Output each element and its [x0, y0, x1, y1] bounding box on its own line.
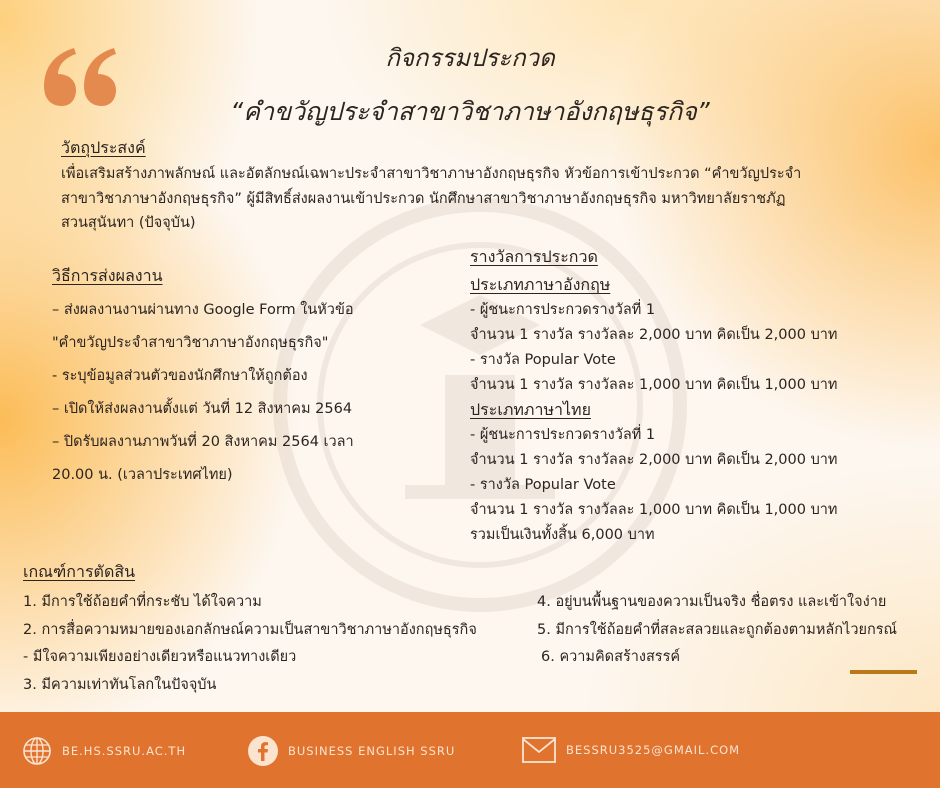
submission-line: – เปิดให้ส่งผลงานตั้งแต่ วันที่ 12 สิงหาคม 2564: [52, 401, 353, 417]
criteria-heading: เกณฑ์การตัดสิน: [23, 562, 136, 581]
footer-facebook-text: BUSINESS ENGLISH SSRU: [288, 744, 456, 758]
prize-total: รวมเป็นเงินทั้งสิ้น 6,000 บาท: [470, 527, 655, 543]
page-title: กิจกรรมประกวด: [385, 44, 555, 72]
objective-line: สาขาวิชาภาษาอังกฤษธุรกิจ” ผู้มีสิทธิ์ส่งผลงานเข้าประกวด นักศึกษาสาขาวิชาภาษาอังกฤษธุรกิจ มหาวิทยาลัยราชภัฏ: [61, 191, 786, 207]
submission-line: – ปิดรับผลงานภาพวันที่ 20 สิงหาคม 2564 เวลา: [52, 434, 354, 450]
prize-line: จำนวน 1 รางวัล รางวัลละ 1,000 บาท คิดเป็น 1,000 บาท: [470, 377, 838, 393]
criteria-item: - มีใจความเพียงอย่างเดียวหรือแนวทางเดียว: [23, 649, 297, 665]
prize-category-english: ประเภทภาษาอังกฤษ: [470, 275, 611, 294]
prize-category-thai: ประเภทภาษาไทย: [470, 400, 591, 419]
page-subtitle: “คำขวัญประจำสาขาวิชาภาษาอังกฤษธุรกิจ”: [230, 97, 710, 126]
mail-icon: [522, 736, 556, 764]
prize-line: - ผู้ชนะการประกวดรางวัลที่ 1: [470, 427, 656, 443]
prize-line: - รางวัล Popular Vote: [470, 352, 616, 368]
footer: [0, 712, 940, 788]
criteria-item: 3. มีความเท่าทันโลกในปัจจุบัน: [23, 677, 217, 693]
criteria-item: 2. การสื่อความหมายของเอกลักษณ์ความเป็นสาขาวิชาภาษาอังกฤษธุรกิจ: [23, 622, 477, 638]
prize-line: - ผู้ชนะการประกวดรางวัลที่ 1: [470, 302, 656, 318]
prizes-heading: รางวัลการประกวด: [470, 247, 598, 266]
footer-website-link[interactable]: [22, 736, 186, 766]
decorative-divider: [850, 670, 917, 674]
prize-line: จำนวน 1 รางวัล รางวัลละ 1,000 บาท คิดเป็น 1,000 บาท: [470, 502, 838, 518]
facebook-icon: [248, 736, 278, 766]
prize-line: จำนวน 1 รางวัล รางวัลละ 2,000 บาท คิดเป็น 2,000 บาท: [470, 452, 838, 468]
criteria-item: 1. มีการใช้ถ้อยคำที่กระชับ ได้ใจความ: [23, 594, 262, 610]
submission-line: – ส่งผลงานงานผ่านทาง Google Form ในหัวข้อ: [52, 302, 354, 318]
footer-facebook-link[interactable]: [248, 736, 455, 766]
submission-line: 20.00 น. (เวลาประเทศไทย): [52, 467, 233, 483]
globe-icon: [22, 736, 52, 766]
objective-line: สวนสุนันทา (ปัจจุบัน): [61, 215, 196, 231]
footer-email-link[interactable]: [522, 736, 740, 764]
criteria-item: 5. มีการใช้ถ้อยคำที่สละสลวยและถูกต้องตามหลักไวยกรณ์: [537, 622, 897, 638]
objective-heading: วัตถุประสงค์: [61, 138, 146, 157]
objective-line: เพื่อเสริมสร้างภาพลักษณ์ และอัตลักษณ์เฉพาะประจำสาขาวิชาภาษาอังกฤษธุรกิจ หัวข้อการเข้าประกวด “คำขวัญประจำ: [61, 166, 802, 182]
criteria-item: 6. ความคิดสร้างสรรค์: [541, 649, 681, 665]
prize-line: จำนวน 1 รางวัล รางวัลละ 2,000 บาท คิดเป็น 2,000 บาท: [470, 327, 838, 343]
criteria-item: 4. อยู่บนพื้นฐานของความเป็นจริง ชื่อตรง และเข้าใจง่าย: [537, 594, 887, 610]
footer-website-text: BE.HS.SSRU.AC.TH: [62, 744, 187, 758]
submission-line: "คำขวัญประจำสาขาวิชาภาษาอังกฤษธุรกิจ": [52, 335, 329, 351]
prize-line: - รางวัล Popular Vote: [470, 477, 616, 493]
footer-email-text: BESSRU3525@GMAIL.COM: [566, 743, 741, 757]
submission-line: - ระบุข้อมูลส่วนตัวของนักศึกษาให้ถูกต้อง: [52, 368, 308, 384]
submission-heading: วิธีการส่งผลงาน: [52, 266, 163, 285]
